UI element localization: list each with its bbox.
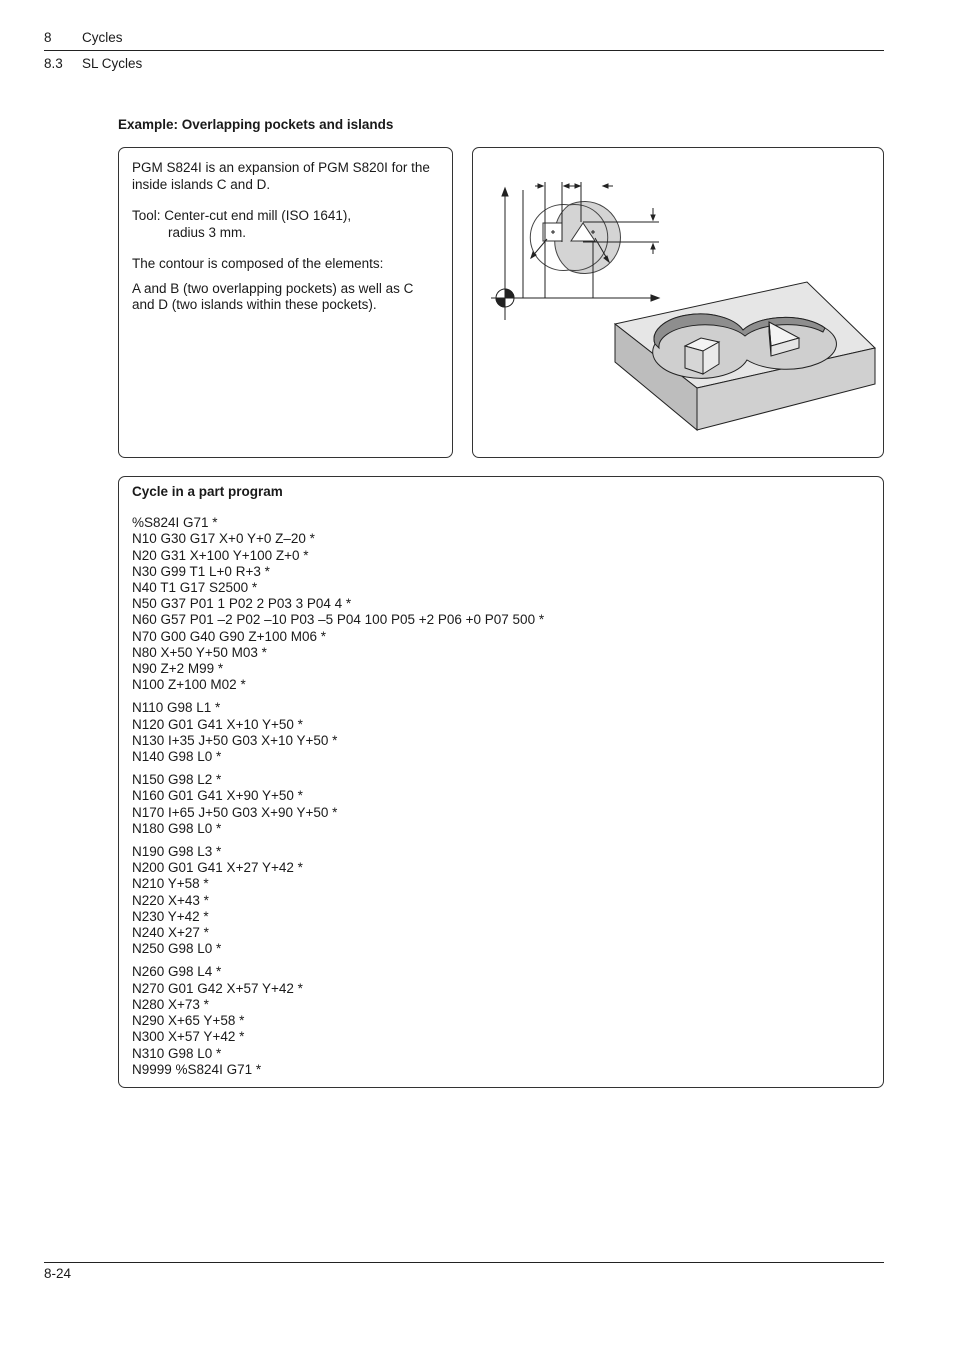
program-line: N100 Z+100 M02 * bbox=[132, 677, 246, 693]
contour-paragraph: The contour is composed of the elements: bbox=[132, 256, 384, 271]
program-line: N10 G30 G17 X+0 Y+0 Z–20 * bbox=[132, 531, 315, 547]
program-line: N9999 %S824I G71 * bbox=[132, 1061, 262, 1077]
chapter-title: Cycles bbox=[82, 30, 123, 45]
program-line: N70 G00 G40 G90 Z+100 M06 * bbox=[132, 628, 326, 644]
program-line: N190 G98 L3 * bbox=[132, 844, 222, 860]
intro-paragraph: PGM S824I is an expansion of PGM S820I for the inside islands C and D. bbox=[132, 160, 430, 192]
program-block bbox=[132, 772, 870, 837]
tool-paragraph bbox=[132, 208, 439, 241]
tool-line: Tool: Center-cut end mill (ISO 1641), bbox=[132, 208, 352, 223]
footer-rule bbox=[44, 1262, 884, 1263]
program-box bbox=[118, 476, 884, 1088]
program-line: N260 G98 L4 * bbox=[132, 964, 222, 980]
program-line: N140 G98 L0 * bbox=[132, 749, 222, 765]
program-line: N20 G31 X+100 Y+100 Z+0 * bbox=[132, 547, 309, 563]
program-block bbox=[132, 964, 870, 1077]
elements-paragraph: A and B (two overlapping pockets) as well as C and D (two islands within these pockets). bbox=[132, 280, 414, 312]
page-number: 8-24 bbox=[44, 1266, 72, 1281]
program-line: N150 G98 L2 * bbox=[132, 772, 222, 788]
program-line: N220 X+43 * bbox=[132, 892, 209, 908]
tool-radius-line: radius 3 mm. bbox=[168, 224, 247, 240]
program-line: N50 G37 P01 1 P02 2 P03 3 P04 4 * bbox=[132, 596, 352, 612]
program-block bbox=[132, 700, 870, 765]
intro-box bbox=[118, 147, 453, 458]
program-line: N290 X+65 Y+58 * bbox=[132, 1013, 245, 1029]
program-line: N270 G01 G42 X+57 Y+42 * bbox=[132, 980, 303, 996]
program-block bbox=[132, 515, 870, 693]
program-line: N90 Z+2 M99 * bbox=[132, 661, 224, 677]
program-block bbox=[132, 844, 870, 957]
program-line: N60 G57 P01 –2 P02 –10 P03 –5 P04 100 P05 +2 P06 +0 P07 500 * bbox=[132, 612, 545, 628]
program-line: N160 G01 G41 X+90 Y+50 * bbox=[132, 788, 303, 804]
program-line: N130 I+35 J+50 G03 X+10 Y+50 * bbox=[132, 732, 338, 748]
program-line: %S824I G71 * bbox=[132, 515, 218, 531]
contour-drawing bbox=[483, 182, 659, 320]
workpiece-3d bbox=[615, 282, 875, 430]
chapter-number: 8 bbox=[44, 30, 52, 45]
figure-box bbox=[472, 147, 884, 458]
program-line: N230 Y+42 * bbox=[132, 908, 209, 924]
program-line: N40 T1 G17 S2500 * bbox=[132, 580, 258, 596]
program-line: N30 G99 T1 L+0 R+3 * bbox=[132, 563, 270, 579]
program-listing bbox=[132, 515, 870, 1078]
program-line: N180 G98 L0 * bbox=[132, 820, 222, 836]
program-line: N300 X+57 Y+42 * bbox=[132, 1029, 245, 1045]
program-line: N110 G98 L1 * bbox=[132, 700, 221, 716]
program-line: N240 X+27 * bbox=[132, 925, 209, 941]
header-rule bbox=[44, 50, 884, 51]
section-title: SL Cycles bbox=[82, 56, 143, 71]
program-line: N200 G01 G41 X+27 Y+42 * bbox=[132, 860, 303, 876]
program-line: N210 Y+58 * bbox=[132, 876, 209, 892]
program-line: N310 G98 L0 * bbox=[132, 1045, 222, 1061]
pocket-islands-illustration bbox=[473, 148, 883, 457]
program-line: N250 G98 L0 * bbox=[132, 941, 222, 957]
program-line: N80 X+50 Y+50 M03 * bbox=[132, 644, 267, 660]
section-number: 8.3 bbox=[44, 56, 63, 71]
program-heading: Cycle in a part program bbox=[132, 484, 283, 499]
program-line: N280 X+73 * bbox=[132, 996, 209, 1012]
example-title: Example: Overlapping pockets and islands bbox=[118, 117, 394, 132]
program-line: N170 I+65 J+50 G03 X+90 Y+50 * bbox=[132, 804, 338, 820]
program-line: N120 G01 G41 X+10 Y+50 * bbox=[132, 716, 303, 732]
